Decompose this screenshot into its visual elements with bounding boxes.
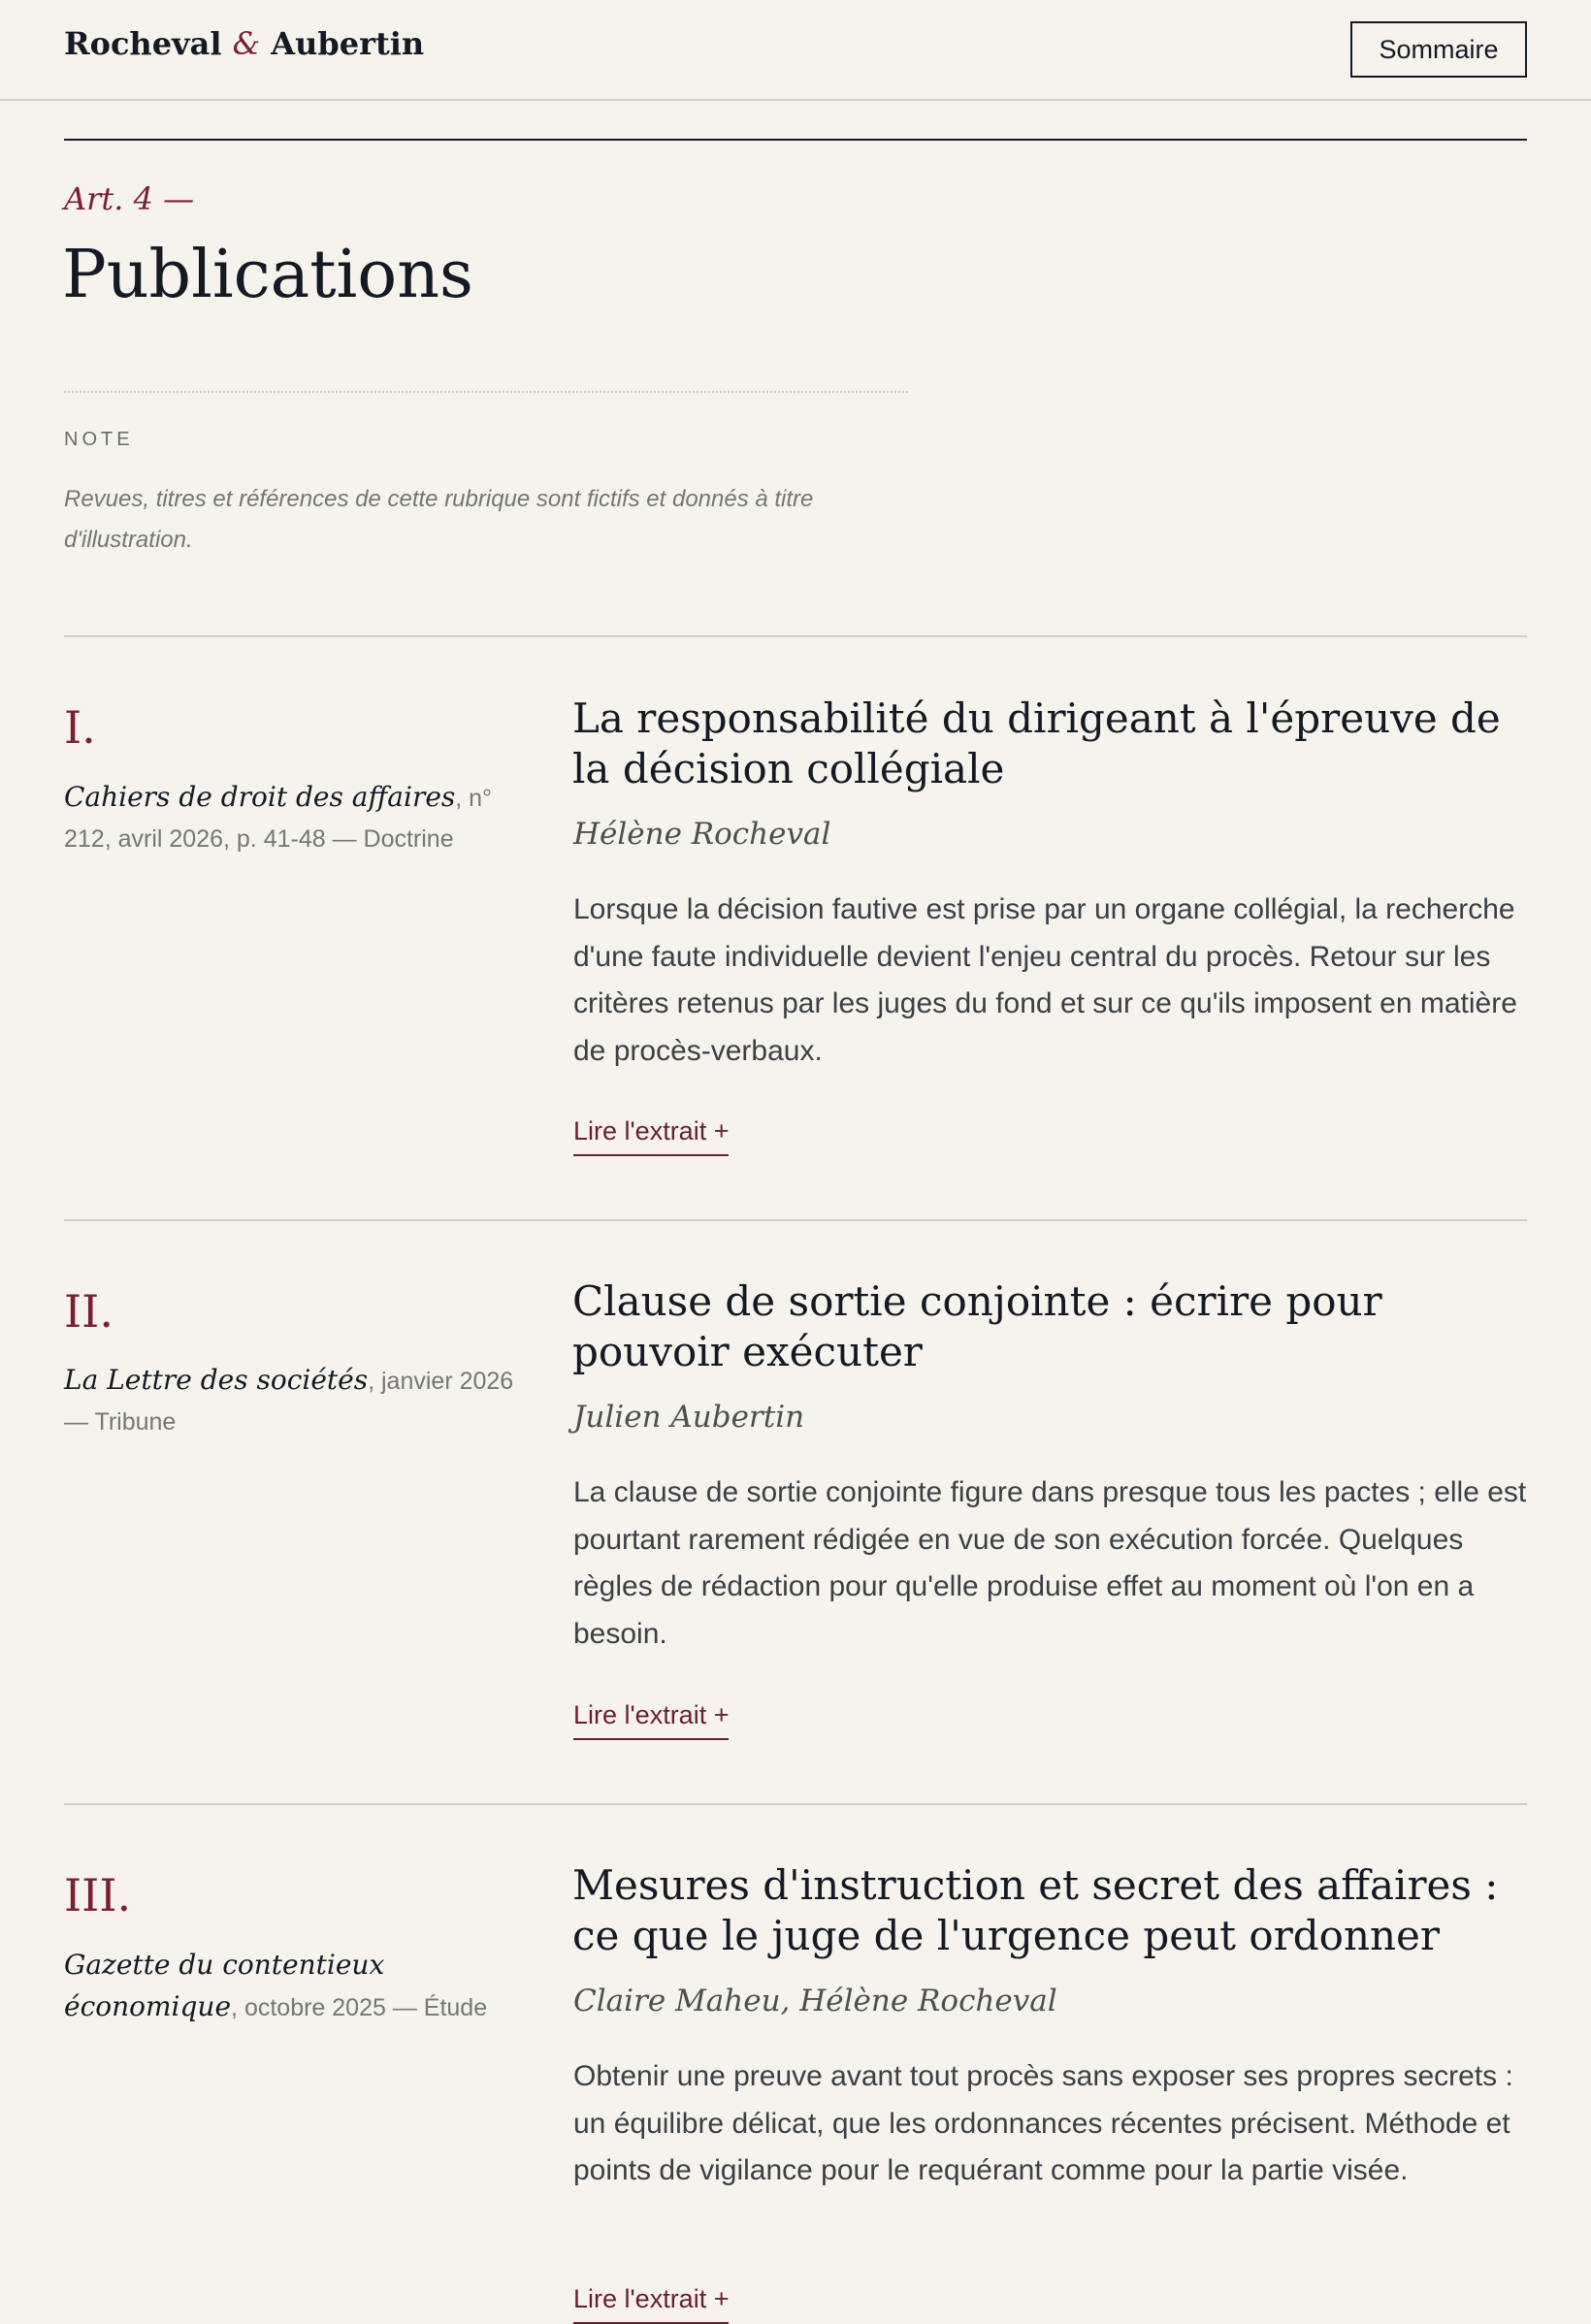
publication-journal: La Lettre des sociétés <box>64 1364 369 1396</box>
page-title: Publications <box>62 237 473 313</box>
read-excerpt-link[interactable]: Lire l'extrait + <box>573 1697 729 1740</box>
brand-ampersand: & <box>232 25 261 62</box>
section-top-rule <box>64 139 1527 141</box>
publication-details: , janvier 2026 — Tribune <box>64 1368 514 1436</box>
publication-numeral: III. <box>64 1869 132 1921</box>
brand-name-second: Aubertin <box>271 25 425 62</box>
publication-details: , octobre 2025 — Étude <box>231 1994 488 2021</box>
publication-numeral: I. <box>64 701 96 754</box>
note-text: Revues, titres et références de cette rubrique sont fictifs et donnés à titre d'illustration. <box>64 486 814 553</box>
publication-authors: Claire Maheu, Hélène Rocheval <box>573 1984 1057 2018</box>
brand-logo[interactable] <box>64 25 424 62</box>
publication-summary: Lorsque la décision fautive est prise par un organe collégial, la recherche d'une faute individuelle devient l'enjeu central du procès. Retour sur les critères retenus par les juges du fond et sur ce qu'ils imposent en matière de procès-verbaux. <box>573 893 1517 1067</box>
publication-title: Mesures d'instruction et secret des affaires : ce que le juge de l'urgence peut ordonner <box>572 1861 1499 1959</box>
brand-name-first: Rocheval <box>64 25 222 62</box>
publication-authors: Hélène Rocheval <box>573 817 831 852</box>
publication-source <box>64 1945 520 2028</box>
publication-journal: Gazette du contentieux économique <box>64 1949 385 2022</box>
publication-title: La responsabilité du dirigeant à l'épreuve de la décision collégiale <box>572 694 1501 792</box>
publication-journal: Cahiers de droit des affaires <box>64 781 456 813</box>
section-kicker: Art. 4 — <box>64 180 195 217</box>
read-excerpt-link[interactable]: Lire l'extrait + <box>573 1114 729 1156</box>
publication-summary: La clause de sortie conjointe figure dans presque tous les pactes ; elle est pourtant rarement rédigée en vue de son exécution forcée. Quelques règles de rédaction pour qu'elle produise effet au moment où l'on en a besoin. <box>573 1476 1527 1650</box>
publication-divider <box>64 1219 1527 1221</box>
publication-divider <box>64 1803 1527 1805</box>
sommaire-button[interactable]: Sommaire <box>1350 21 1527 78</box>
site-header <box>0 0 1591 101</box>
publication-source <box>64 777 520 859</box>
publication-summary: Obtenir une preuve avant tout procès sans exposer ses propres secrets : un équilibre délicat, que les ordonnances récentes précisent. Méthode et points de vigilance pour le requérant comme pour la partie visée. <box>573 2060 1513 2186</box>
note-label: NOTE <box>64 429 134 450</box>
publication-numeral: II. <box>64 1285 114 1338</box>
publication-source <box>64 1360 520 1442</box>
note-divider <box>64 391 908 393</box>
publication-authors: Julien Aubertin <box>573 1400 805 1435</box>
publication-details: , n° 212, avril 2026, p. 41-48 — Doctrine <box>64 785 493 853</box>
publication-title: Clause de sortie conjointe : écrire pour pouvoir exécuter <box>572 1277 1382 1375</box>
read-excerpt-link[interactable]: Lire l'extrait + <box>573 2281 729 2324</box>
publication-divider <box>64 635 1527 637</box>
